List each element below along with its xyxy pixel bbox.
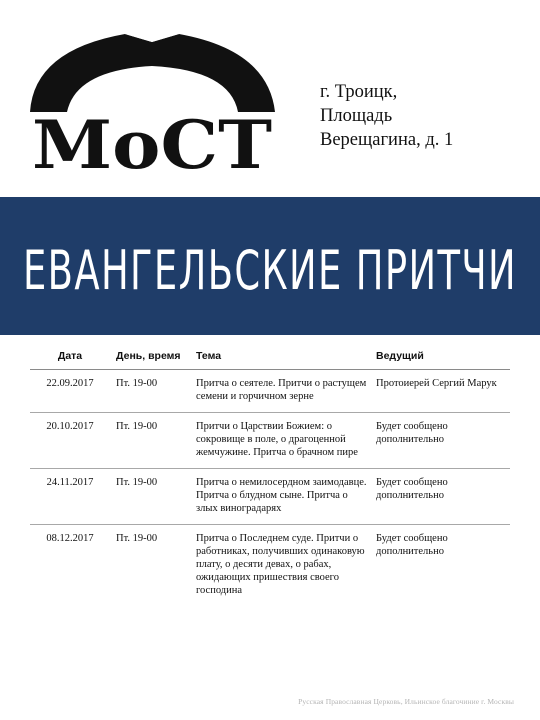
address-line: Верещагина, д. 1 — [320, 130, 454, 150]
table-row — [30, 469, 510, 525]
header-time: День, время — [110, 344, 196, 370]
row-topic: Притча о сеятеле. Притчи о растущем семени и горчичном зерне — [196, 370, 372, 413]
footer-text: Русская Православная Церковь, Ильинское благочиние г. Москвы — [298, 697, 514, 706]
table-row — [30, 413, 510, 469]
header-topic: Тема — [196, 344, 372, 370]
row-topic: Притчи о Царствии Божием: о сокровище в поле, о драгоценной жемчужине. Притча о брачном пире — [196, 413, 372, 469]
row-host: Будет сообщено дополнительно — [372, 469, 510, 525]
banner-title: ЕВАНГЕЛЬСКИЕ ПРИТЧИ — [23, 239, 517, 302]
row-time: Пт. 19-00 — [110, 469, 196, 525]
row-topic: Притча о немилосердном заимодавце. Притча о блудном сыне. Притча о злых виноградарях — [196, 469, 372, 525]
row-time: Пт. 19-00 — [110, 370, 196, 413]
row-host: Протоиерей Сергий Марук — [372, 370, 510, 413]
address-line: Площадь — [320, 106, 393, 126]
bridge-arch-icon — [30, 30, 275, 180]
table-row — [30, 370, 510, 413]
header-host: Ведущий — [372, 344, 510, 370]
table-row — [30, 525, 510, 607]
logo — [30, 30, 275, 180]
row-date: 24.11.2017 — [30, 469, 110, 525]
row-time: Пт. 19-00 — [110, 413, 196, 469]
row-topic: Притча о Последнем суде. Притчи о работниках, получивших одинаковую плату, о десяти девах, о рабах, ожидающих пришествия своего господина — [196, 533, 365, 596]
address-line: г. Троицк, — [320, 82, 398, 102]
address-block — [320, 80, 530, 152]
title-banner — [0, 197, 540, 335]
row-time: Пт. 19-00 — [116, 533, 158, 544]
row-host: Будет сообщено дополнительно — [376, 533, 448, 557]
logo-text: МоСТ — [32, 106, 272, 180]
table-header-row — [30, 344, 510, 370]
header-date: Дата — [30, 344, 110, 370]
row-date: 08.12.2017 — [46, 533, 94, 544]
schedule-table — [30, 344, 510, 606]
row-host: Будет сообщено дополнительно — [372, 413, 510, 469]
row-date: 22.09.2017 — [30, 370, 110, 413]
row-date: 20.10.2017 — [30, 413, 110, 469]
